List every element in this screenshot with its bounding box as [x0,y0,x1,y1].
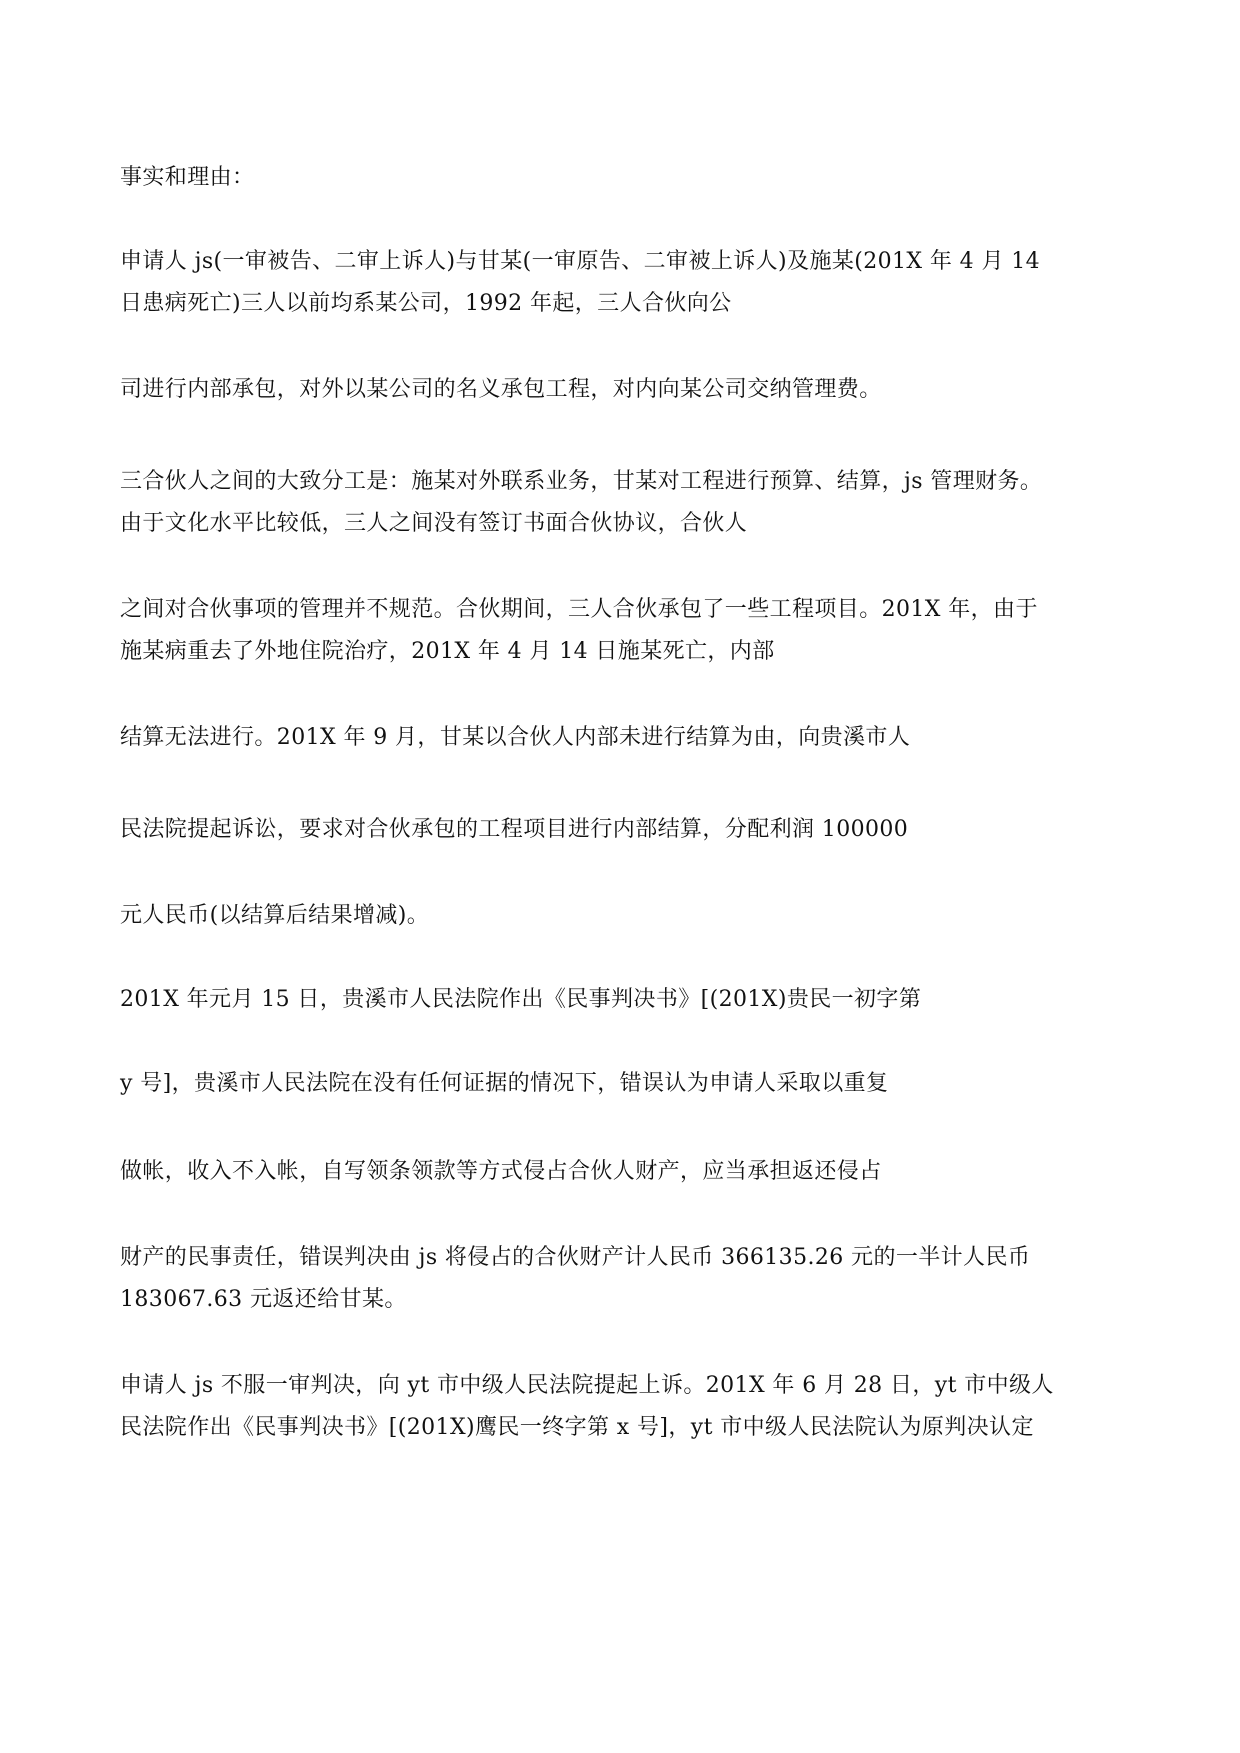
paragraph-line: 由于文化水平比较低，三人之间没有签订书面合伙协议，合伙人 [120,511,748,536]
paragraph-line: 元人民币(以结算后结果增减)。 [120,903,430,928]
paragraph-line: 183067.63 元返还给甘某。 [120,1287,407,1312]
paragraph-line: 施某病重去了外地住院治疗，201X 年 4 月 14 日施某死亡，内部 [120,639,775,664]
paragraph-line: 申请人 js 不服一审判决，向 yt 市中级人民法院提起上诉。201X 年 6 月 28 日，yt 市中级人 [120,1373,1054,1398]
paragraph-line: 做帐，收入不入帐，自写领条领款等方式侵占合伙人财产，应当承担返还侵占 [120,1159,882,1184]
paragraph-line: 日患病死亡)三人以前均系某公司，1992 年起，三人合伙向公 [120,291,732,316]
paragraph-line: 申请人 js(一审被告、二审上诉人)与甘某(一审原告、二审被上诉人)及施某(201X 年 4 月 14 [120,249,1041,274]
paragraph-line: 三合伙人之间的大致分工是：施某对外联系业务，甘某对工程进行预算、结算，js 管理财务。 [120,469,1043,494]
paragraph-line: 民法院作出《民事判决书》[(201X)鹰民一终字第 x 号]，yt 市中级人民法院认为原判决认定 [120,1415,1034,1440]
paragraph-line: y 号]，贵溪市人民法院在没有任何证据的情况下，错误认为申请人采取以重复 [120,1071,889,1096]
paragraph-line: 司进行内部承包，对外以某公司的名义承包工程，对内向某公司交纳管理费。 [120,377,882,402]
paragraph-line: 民法院提起诉讼，要求对合伙承包的工程项目进行内部结算，分配利润 100000 [120,817,909,842]
paragraph-line: 201X 年元月 15 日，贵溪市人民法院作出《民事判决书》[(201X)贵民一初字第 [120,987,922,1012]
paragraph-line: 之间对合伙事项的管理并不规范。合伙期间，三人合伙承包了一些工程项目。201X 年，由于 [120,597,1038,622]
paragraph-line: 财产的民事责任，错误判决由 js 将侵占的合伙财产计人民币 366135.26 元的一半计人民币 [120,1245,1031,1270]
section-heading: 事实和理由： [120,165,255,190]
paragraph-line: 结算无法进行。201X 年 9 月，甘某以合伙人内部未进行结算为由，向贵溪市人 [120,725,911,750]
